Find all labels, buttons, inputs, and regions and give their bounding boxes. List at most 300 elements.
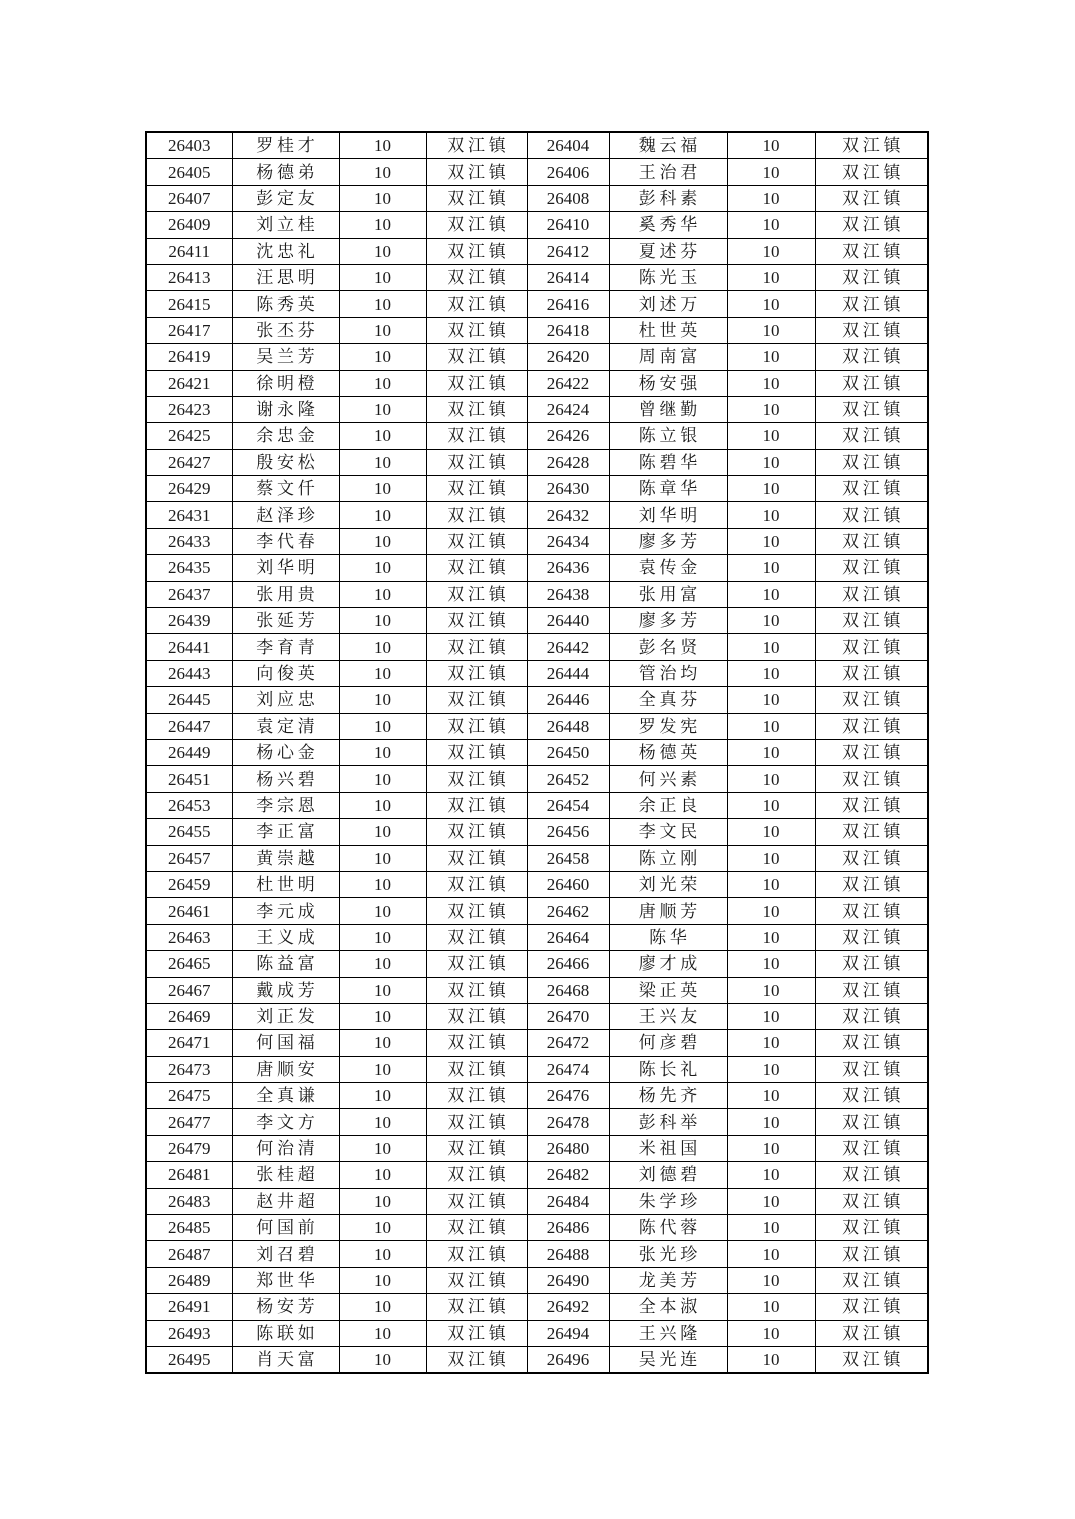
entry-amount-cell: 10 (339, 212, 426, 238)
entry-amount-cell: 10 (339, 1003, 426, 1029)
entry-amount-cell: 10 (339, 370, 426, 396)
entry-serial-cell: 26411 (146, 238, 232, 264)
entry-amount-cell: 10 (727, 1003, 815, 1029)
entry-serial-cell: 26419 (146, 344, 232, 370)
entry-town-cell: 双江镇 (815, 185, 928, 211)
entry-amount-cell: 10 (727, 766, 815, 792)
entry-name-cell: 李元成 (232, 898, 339, 924)
entry-name-cell: 刘德碧 (609, 1162, 727, 1188)
entry-name-cell: 赵井超 (232, 1188, 339, 1214)
entry-name-cell: 唐顺芳 (609, 898, 727, 924)
entry-amount-cell: 10 (727, 264, 815, 290)
entry-serial-cell: 26406 (527, 159, 609, 185)
entry-amount-cell: 10 (339, 977, 426, 1003)
entry-name-cell: 陈立刚 (609, 845, 727, 871)
entry-name-cell: 何国前 (232, 1215, 339, 1241)
entry-amount-cell: 10 (339, 185, 426, 211)
entry-town-cell: 双江镇 (815, 291, 928, 317)
entry-serial-cell: 26470 (527, 1003, 609, 1029)
entry-town-cell: 双江镇 (426, 1030, 527, 1056)
entry-town-cell: 双江镇 (815, 1109, 928, 1135)
entry-name-cell: 陈立银 (609, 423, 727, 449)
entry-serial-cell: 26474 (527, 1056, 609, 1082)
entry-town-cell: 双江镇 (815, 1135, 928, 1161)
entry-town-cell: 双江镇 (815, 317, 928, 343)
entry-town-cell: 双江镇 (426, 264, 527, 290)
entry-name-cell: 蔡文仟 (232, 476, 339, 502)
entry-amount-cell: 10 (727, 344, 815, 370)
entry-amount-cell: 10 (727, 1267, 815, 1293)
entry-serial-cell: 26436 (527, 555, 609, 581)
entry-name-cell: 刘应忠 (232, 687, 339, 713)
entry-amount-cell: 10 (339, 449, 426, 475)
table-row (146, 528, 928, 554)
entry-serial-cell: 26476 (527, 1083, 609, 1109)
entry-name-cell: 奚秀华 (609, 212, 727, 238)
entry-serial-cell: 26430 (527, 476, 609, 502)
table-row (146, 1030, 928, 1056)
entry-amount-cell: 10 (727, 608, 815, 634)
entry-town-cell: 双江镇 (426, 766, 527, 792)
entry-name-cell: 杨先齐 (609, 1083, 727, 1109)
entry-name-cell: 廖多芳 (609, 608, 727, 634)
entry-amount-cell: 10 (339, 819, 426, 845)
entry-name-cell: 陈碧华 (609, 449, 727, 475)
entry-name-cell: 李文民 (609, 819, 727, 845)
entry-amount-cell: 10 (727, 1109, 815, 1135)
entry-serial-cell: 26467 (146, 977, 232, 1003)
entry-town-cell: 双江镇 (815, 132, 928, 159)
entry-serial-cell: 26446 (527, 687, 609, 713)
entry-name-cell: 王治君 (609, 159, 727, 185)
entry-town-cell: 双江镇 (815, 159, 928, 185)
entry-name-cell: 袁定清 (232, 713, 339, 739)
entry-name-cell: 曾继勤 (609, 396, 727, 422)
entry-name-cell: 罗桂才 (232, 132, 339, 159)
entry-town-cell: 双江镇 (426, 291, 527, 317)
entry-amount-cell: 10 (339, 845, 426, 871)
entry-amount-cell: 10 (339, 951, 426, 977)
entry-amount-cell: 10 (727, 581, 815, 607)
entry-town-cell: 双江镇 (815, 1188, 928, 1214)
entry-name-cell: 陈秀英 (232, 291, 339, 317)
entry-name-cell: 向俊英 (232, 660, 339, 686)
entry-serial-cell: 26471 (146, 1030, 232, 1056)
entry-town-cell: 双江镇 (815, 581, 928, 607)
entry-serial-cell: 26443 (146, 660, 232, 686)
entry-amount-cell: 10 (339, 1267, 426, 1293)
entry-amount-cell: 10 (339, 1162, 426, 1188)
table-row (146, 871, 928, 897)
entry-amount-cell: 10 (727, 212, 815, 238)
entry-serial-cell: 26421 (146, 370, 232, 396)
entry-serial-cell: 26473 (146, 1056, 232, 1082)
entry-serial-cell: 26491 (146, 1294, 232, 1320)
entry-town-cell: 双江镇 (815, 1003, 928, 1029)
roster-table-body (146, 132, 928, 1373)
entry-amount-cell: 10 (727, 1162, 815, 1188)
entry-name-cell: 何兴素 (609, 766, 727, 792)
entry-town-cell: 双江镇 (815, 449, 928, 475)
entry-town-cell: 双江镇 (815, 1241, 928, 1267)
entry-name-cell: 陈代蓉 (609, 1215, 727, 1241)
entry-name-cell: 王兴隆 (609, 1320, 727, 1346)
entry-name-cell: 黄崇越 (232, 845, 339, 871)
table-row (146, 766, 928, 792)
table-row (146, 1188, 928, 1214)
entry-name-cell: 张丕芬 (232, 317, 339, 343)
entry-town-cell: 双江镇 (815, 528, 928, 554)
entry-town-cell: 双江镇 (426, 476, 527, 502)
entry-serial-cell: 26418 (527, 317, 609, 343)
entry-amount-cell: 10 (727, 502, 815, 528)
table-row (146, 476, 928, 502)
entry-name-cell: 杨安芳 (232, 1294, 339, 1320)
entry-town-cell: 双江镇 (426, 1109, 527, 1135)
entry-amount-cell: 10 (727, 159, 815, 185)
entry-town-cell: 双江镇 (426, 924, 527, 950)
entry-town-cell: 双江镇 (815, 1320, 928, 1346)
entry-serial-cell: 26468 (527, 977, 609, 1003)
entry-serial-cell: 26487 (146, 1241, 232, 1267)
entry-town-cell: 双江镇 (815, 476, 928, 502)
entry-name-cell: 杜世明 (232, 871, 339, 897)
entry-amount-cell: 10 (727, 660, 815, 686)
entry-amount-cell: 10 (727, 370, 815, 396)
entry-serial-cell: 26451 (146, 766, 232, 792)
entry-town-cell: 双江镇 (426, 1267, 527, 1293)
entry-town-cell: 双江镇 (426, 1162, 527, 1188)
entry-serial-cell: 26415 (146, 291, 232, 317)
entry-amount-cell: 10 (727, 871, 815, 897)
entry-town-cell: 双江镇 (815, 423, 928, 449)
entry-town-cell: 双江镇 (815, 951, 928, 977)
entry-amount-cell: 10 (339, 792, 426, 818)
entry-serial-cell: 26450 (527, 739, 609, 765)
entry-name-cell: 余正良 (609, 792, 727, 818)
entry-amount-cell: 10 (339, 924, 426, 950)
entry-name-cell: 张延芳 (232, 608, 339, 634)
entry-town-cell: 双江镇 (426, 1135, 527, 1161)
entry-name-cell: 夏述芬 (609, 238, 727, 264)
table-row (146, 1267, 928, 1293)
entry-name-cell: 廖才成 (609, 951, 727, 977)
entry-amount-cell: 10 (339, 1188, 426, 1214)
entry-amount-cell: 10 (727, 845, 815, 871)
entry-serial-cell: 26466 (527, 951, 609, 977)
entry-amount-cell: 10 (727, 423, 815, 449)
entry-serial-cell: 26408 (527, 185, 609, 211)
entry-town-cell: 双江镇 (426, 713, 527, 739)
entry-name-cell: 李文方 (232, 1109, 339, 1135)
table-row (146, 238, 928, 264)
entry-serial-cell: 26416 (527, 291, 609, 317)
table-row (146, 185, 928, 211)
entry-name-cell: 杨安强 (609, 370, 727, 396)
entry-town-cell: 双江镇 (815, 238, 928, 264)
entry-town-cell: 双江镇 (426, 792, 527, 818)
entry-serial-cell: 26490 (527, 1267, 609, 1293)
entry-serial-cell: 26413 (146, 264, 232, 290)
entry-name-cell: 全本淑 (609, 1294, 727, 1320)
entry-town-cell: 双江镇 (426, 238, 527, 264)
entry-name-cell: 杨德弟 (232, 159, 339, 185)
entry-town-cell: 双江镇 (426, 212, 527, 238)
entry-name-cell: 陈华 (609, 924, 727, 950)
entry-town-cell: 双江镇 (815, 344, 928, 370)
entry-amount-cell: 10 (727, 396, 815, 422)
entry-amount-cell: 10 (339, 555, 426, 581)
entry-town-cell: 双江镇 (815, 871, 928, 897)
table-row (146, 159, 928, 185)
entry-amount-cell: 10 (339, 687, 426, 713)
entry-amount-cell: 10 (727, 1135, 815, 1161)
entry-serial-cell: 26445 (146, 687, 232, 713)
entry-name-cell: 梁正英 (609, 977, 727, 1003)
entry-amount-cell: 10 (339, 898, 426, 924)
table-row (146, 396, 928, 422)
entry-town-cell: 双江镇 (426, 687, 527, 713)
entry-serial-cell: 26422 (527, 370, 609, 396)
entry-town-cell: 双江镇 (815, 370, 928, 396)
table-row (146, 370, 928, 396)
table-row (146, 1003, 928, 1029)
entry-name-cell: 肖天富 (232, 1346, 339, 1373)
entry-amount-cell: 10 (727, 687, 815, 713)
entry-town-cell: 双江镇 (426, 159, 527, 185)
entry-serial-cell: 26437 (146, 581, 232, 607)
table-row (146, 423, 928, 449)
entry-town-cell: 双江镇 (815, 898, 928, 924)
entry-name-cell: 刘华明 (232, 555, 339, 581)
entry-amount-cell: 10 (727, 1056, 815, 1082)
entry-town-cell: 双江镇 (815, 1267, 928, 1293)
table-row (146, 502, 928, 528)
entry-town-cell: 双江镇 (815, 792, 928, 818)
entry-serial-cell: 26433 (146, 528, 232, 554)
table-row (146, 344, 928, 370)
entry-name-cell: 全真芬 (609, 687, 727, 713)
entry-name-cell: 唐顺安 (232, 1056, 339, 1082)
entry-name-cell: 刘立桂 (232, 212, 339, 238)
entry-amount-cell: 10 (339, 264, 426, 290)
entry-name-cell: 郑世华 (232, 1267, 339, 1293)
entry-amount-cell: 10 (727, 739, 815, 765)
roster-table (145, 131, 929, 1374)
entry-amount-cell: 10 (727, 449, 815, 475)
table-row (146, 449, 928, 475)
entry-town-cell: 双江镇 (426, 739, 527, 765)
entry-serial-cell: 26439 (146, 608, 232, 634)
entry-town-cell: 双江镇 (815, 1162, 928, 1188)
entry-name-cell: 罗发宪 (609, 713, 727, 739)
entry-name-cell: 何治清 (232, 1135, 339, 1161)
entry-amount-cell: 10 (727, 1030, 815, 1056)
entry-serial-cell: 26438 (527, 581, 609, 607)
table-row (146, 1215, 928, 1241)
table-row (146, 739, 928, 765)
table-row (146, 1162, 928, 1188)
entry-amount-cell: 10 (727, 555, 815, 581)
entry-serial-cell: 26461 (146, 898, 232, 924)
entry-town-cell: 双江镇 (426, 1241, 527, 1267)
entry-serial-cell: 26464 (527, 924, 609, 950)
entry-serial-cell: 26405 (146, 159, 232, 185)
entry-serial-cell: 26449 (146, 739, 232, 765)
entry-serial-cell: 26465 (146, 951, 232, 977)
entry-name-cell: 彭科素 (609, 185, 727, 211)
entry-serial-cell: 26459 (146, 871, 232, 897)
table-row (146, 1056, 928, 1082)
entry-amount-cell: 10 (727, 819, 815, 845)
table-row (146, 845, 928, 871)
entry-amount-cell: 10 (339, 1346, 426, 1373)
entry-name-cell: 陈长礼 (609, 1056, 727, 1082)
entry-town-cell: 双江镇 (815, 819, 928, 845)
entry-serial-cell: 26463 (146, 924, 232, 950)
entry-serial-cell: 26410 (527, 212, 609, 238)
table-row (146, 924, 928, 950)
entry-town-cell: 双江镇 (426, 555, 527, 581)
table-row (146, 264, 928, 290)
entry-town-cell: 双江镇 (426, 449, 527, 475)
entry-amount-cell: 10 (727, 713, 815, 739)
entry-serial-cell: 26455 (146, 819, 232, 845)
entry-serial-cell: 26460 (527, 871, 609, 897)
entry-name-cell: 全真谦 (232, 1083, 339, 1109)
entry-town-cell: 双江镇 (426, 528, 527, 554)
entry-town-cell: 双江镇 (426, 502, 527, 528)
entry-serial-cell: 26424 (527, 396, 609, 422)
entry-name-cell: 陈光玉 (609, 264, 727, 290)
entry-town-cell: 双江镇 (426, 132, 527, 159)
entry-serial-cell: 26407 (146, 185, 232, 211)
entry-serial-cell: 26428 (527, 449, 609, 475)
entry-town-cell: 双江镇 (426, 423, 527, 449)
table-row (146, 132, 928, 159)
entry-town-cell: 双江镇 (815, 502, 928, 528)
table-row (146, 977, 928, 1003)
entry-serial-cell: 26456 (527, 819, 609, 845)
entry-serial-cell: 26441 (146, 634, 232, 660)
entry-serial-cell: 26486 (527, 1215, 609, 1241)
entry-name-cell: 张光珍 (609, 1241, 727, 1267)
entry-name-cell: 王兴友 (609, 1003, 727, 1029)
entry-serial-cell: 26444 (527, 660, 609, 686)
entry-amount-cell: 10 (727, 1346, 815, 1373)
entry-town-cell: 双江镇 (815, 608, 928, 634)
entry-serial-cell: 26417 (146, 317, 232, 343)
entry-amount-cell: 10 (339, 1320, 426, 1346)
table-row (146, 608, 928, 634)
table-row (146, 687, 928, 713)
entry-name-cell: 戴成芳 (232, 977, 339, 1003)
entry-serial-cell: 26447 (146, 713, 232, 739)
entry-serial-cell: 26412 (527, 238, 609, 264)
entry-town-cell: 双江镇 (426, 1003, 527, 1029)
entry-town-cell: 双江镇 (815, 634, 928, 660)
entry-serial-cell: 26423 (146, 396, 232, 422)
entry-town-cell: 双江镇 (426, 819, 527, 845)
entry-amount-cell: 10 (727, 1241, 815, 1267)
entry-town-cell: 双江镇 (815, 1346, 928, 1373)
table-row (146, 660, 928, 686)
entry-town-cell: 双江镇 (815, 1215, 928, 1241)
entry-town-cell: 双江镇 (815, 1294, 928, 1320)
entry-serial-cell: 26495 (146, 1346, 232, 1373)
entry-town-cell: 双江镇 (815, 212, 928, 238)
entry-town-cell: 双江镇 (426, 1294, 527, 1320)
entry-serial-cell: 26404 (527, 132, 609, 159)
entry-name-cell: 杜世英 (609, 317, 727, 343)
entry-amount-cell: 10 (727, 792, 815, 818)
entry-town-cell: 双江镇 (426, 581, 527, 607)
entry-amount-cell: 10 (339, 1215, 426, 1241)
entry-name-cell: 刘述万 (609, 291, 727, 317)
entry-serial-cell: 26478 (527, 1109, 609, 1135)
entry-town-cell: 双江镇 (426, 396, 527, 422)
entry-amount-cell: 10 (727, 132, 815, 159)
entry-name-cell: 吴兰芳 (232, 344, 339, 370)
entry-town-cell: 双江镇 (815, 1030, 928, 1056)
entry-serial-cell: 26480 (527, 1135, 609, 1161)
entry-town-cell: 双江镇 (815, 977, 928, 1003)
entry-name-cell: 朱学珍 (609, 1188, 727, 1214)
entry-town-cell: 双江镇 (426, 898, 527, 924)
entry-town-cell: 双江镇 (426, 871, 527, 897)
entry-town-cell: 双江镇 (815, 924, 928, 950)
entry-town-cell: 双江镇 (815, 1056, 928, 1082)
entry-amount-cell: 10 (339, 660, 426, 686)
table-row (146, 1083, 928, 1109)
entry-town-cell: 双江镇 (815, 713, 928, 739)
entry-name-cell: 杨兴碧 (232, 766, 339, 792)
entry-town-cell: 双江镇 (426, 1083, 527, 1109)
entry-serial-cell: 26442 (527, 634, 609, 660)
entry-amount-cell: 10 (339, 608, 426, 634)
entry-town-cell: 双江镇 (426, 951, 527, 977)
entry-town-cell: 双江镇 (815, 845, 928, 871)
entry-amount-cell: 10 (339, 713, 426, 739)
entry-name-cell: 米祖国 (609, 1135, 727, 1161)
entry-name-cell: 何国福 (232, 1030, 339, 1056)
entry-serial-cell: 26484 (527, 1188, 609, 1214)
entry-name-cell: 李育青 (232, 634, 339, 660)
entry-name-cell: 沈忠礼 (232, 238, 339, 264)
entry-amount-cell: 10 (339, 317, 426, 343)
entry-amount-cell: 10 (727, 528, 815, 554)
entry-town-cell: 双江镇 (426, 185, 527, 211)
table-row (146, 951, 928, 977)
entry-name-cell: 彭名贤 (609, 634, 727, 660)
entry-serial-cell: 26420 (527, 344, 609, 370)
entry-name-cell: 彭科举 (609, 1109, 727, 1135)
table-row (146, 819, 928, 845)
entry-name-cell: 吴光连 (609, 1346, 727, 1373)
entry-amount-cell: 10 (727, 977, 815, 1003)
entry-name-cell: 王义成 (232, 924, 339, 950)
entry-name-cell: 张用贵 (232, 581, 339, 607)
table-row (146, 1346, 928, 1373)
entry-amount-cell: 10 (727, 634, 815, 660)
entry-serial-cell: 26483 (146, 1188, 232, 1214)
entry-amount-cell: 10 (339, 1030, 426, 1056)
entry-amount-cell: 10 (339, 1294, 426, 1320)
entry-town-cell: 双江镇 (815, 1083, 928, 1109)
table-row (146, 581, 928, 607)
entry-amount-cell: 10 (339, 291, 426, 317)
entry-amount-cell: 10 (727, 924, 815, 950)
